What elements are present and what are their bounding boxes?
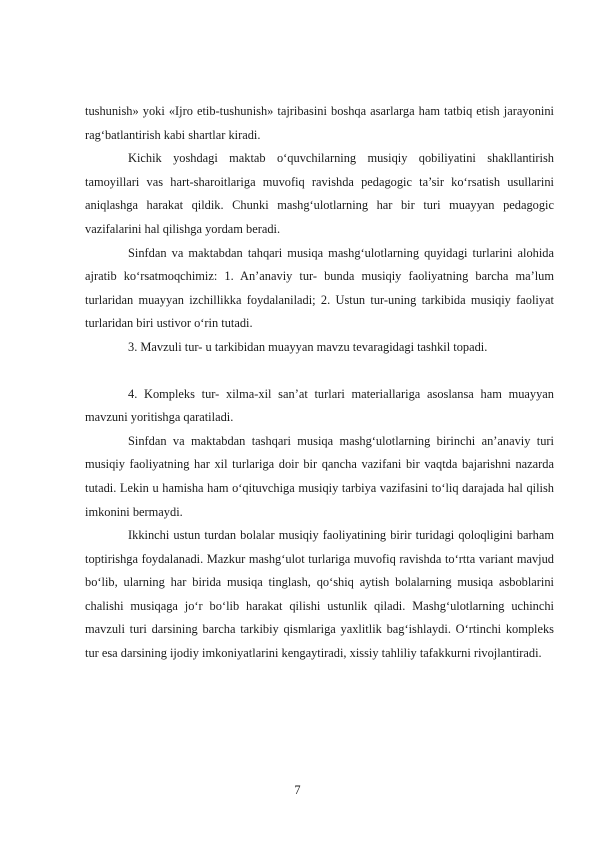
paragraph-traditional-type: Sinfdan va maktabdan tashqari musiqa mashg‘ulotlarning birinchi an’anaviy turi musiqiy faoliyatning har xil turlariga doir bir qancha vazifani bir vaqtda bajarishni nazarda tutadi. Lekin u hamisha ham o‘qituvchiga musiqiy tarbiya vazifasini to‘liq darajada hal qilish imkonini bermaydi. — [85, 433, 554, 519]
paragraph-types-list: Sinfdan va maktabdan tahqari musiqa mashg‘ulotlarning quyidagi turlarini alohida ajratib ko‘rsatmoqchimiz: 1. An’anaviy tur- bunda musiqiy faoliyatning barcha ma’lum turlaridan muayyan izchillikka foydalaniladi; 2. Ustun tur-uning tarkibida musiqiy faoliyat turlaridan biri ustivor o‘rin tutadi. — [85, 245, 554, 331]
paragraph-dominant-type: Ikkinchi ustun turdan bolalar musiqiy faoliyatining birir turidagi qoloqligini barham toptirishga foydalanadi. Mazkur mashg‘ulot turlariga muvofiq ravishda to‘rtta variant mavjud bo‘lib, ularning har birida musiqa tinglash, qo‘shiq aytish bolalarning musiqa asboblarini chalishi musiqaga jo‘r bo‘lib harakat qilishi ustunlik qiladi. Mashg‘ulotlarning uchinchi mavzuli turi darsining barcha tarkibiy qismlariga yaxlitlik bag‘ishlaydi. O‘rtinchi kompleks tur esa darsining ijodiy imkoniyatlarini kengaytiradi, xissiy tahliliy tafakkurni rivojlantiradi. — [85, 528, 554, 661]
paragraph-thematic-type: 3. Mavzuli tur- u tarkibidan muayyan mavzu tevaragidagi tashkil topadi. — [128, 339, 488, 354]
paragraph-continuation: tushunish» yoki «Ijro etib-tushunish» tajribasini boshqa asarlarga ham tatbiq etish jarayonini rag‘batlantirish kabi shartlar kiradi. — [85, 104, 554, 142]
paragraph-complex-type: 4. Kompleks tur- xilma-xil san’at turlari materiallariga asoslansa ham muayyan mavzuni yoritishga qaratiladi. — [85, 386, 554, 425]
document-body — [85, 100, 554, 666]
page-number: 7 — [294, 783, 301, 797]
paragraph-principles: Kichik yoshdagi maktab o‘quvchilarning musiqiy qobiliyatini shakllantirish tamoyillari vas hart-sharoitlariga muvofiq ravishda pedagogic ta’sir ko‘rsatish usullarini aniqlashga harakat qildik. Chunki mashg‘ulotlarning har bir turi muayyan pedagogic vazifalarini hal qilishga yordam beradi. — [85, 151, 554, 236]
